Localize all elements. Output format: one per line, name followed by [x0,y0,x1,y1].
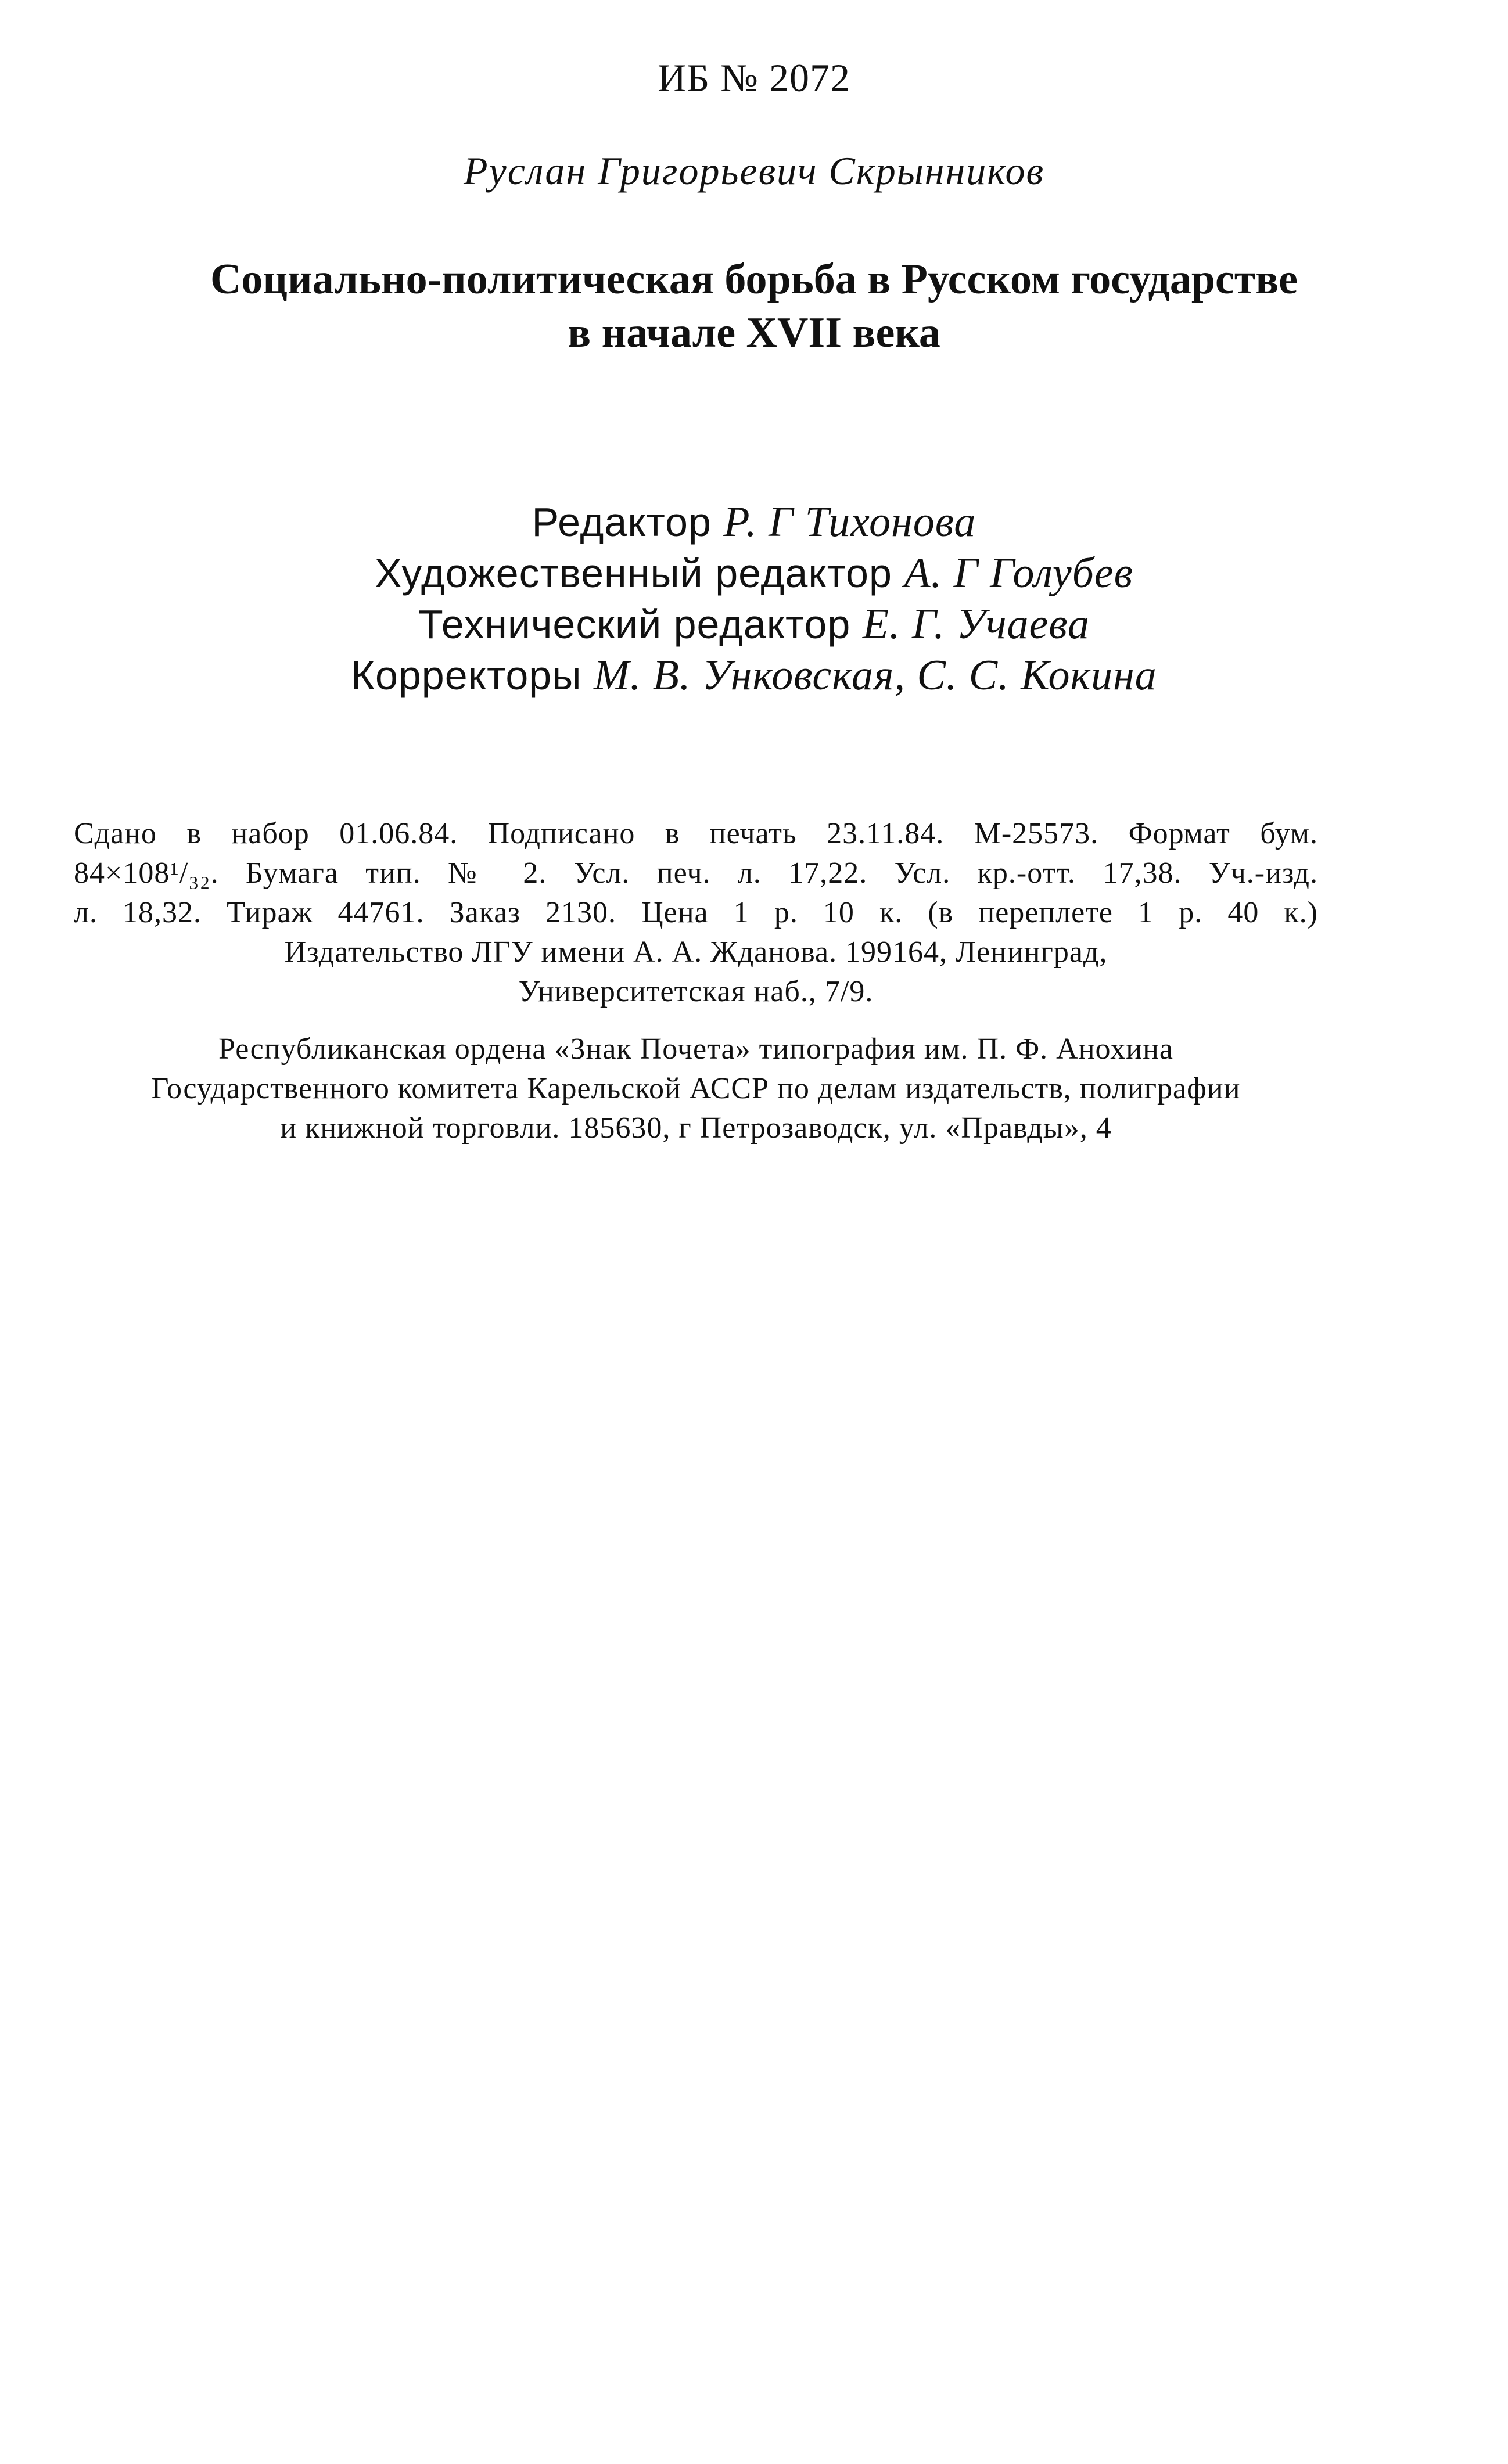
imprint-line-3: л. 18,32. Тираж 44761. Заказ 2130. Цена 1 р. 10 к. (в переплете 1 р. 40 к.) [74,896,1318,929]
credit-proofreaders [58,650,1450,701]
ib-number: ИБ № 2072 [657,56,851,100]
printer-line-3: и книжной торговли. 185630, г Петрозаводск, ул. «Правды», 4 [280,1112,1112,1145]
credit-role: Корректоры [351,653,582,698]
credit-art-editor [58,548,1450,599]
credit-editor [58,497,1450,548]
imprint-block [74,814,1318,1012]
credit-person: Р. Г Тихонова [723,498,976,546]
credit-technical-editor [58,599,1450,650]
book-title [58,253,1450,359]
imprint-line-4: Издательство ЛГУ имени А. А. Жданова. 199164, Ленинград, [284,936,1108,969]
credit-person: М. В. Унковская, С. С. Кокина [593,652,1157,699]
imprint-line-5: Университетская наб., 7/9. [518,975,874,1008]
editorial-credits [58,497,1450,701]
imprint-line-2: 84×108¹/₃₂. Бумага тип. № 2. Усл. печ. л. 17,22. Усл. кр.-отт. 17,38. Уч.-изд. [74,857,1318,890]
credit-person: Е. Г. Учаева [862,600,1090,648]
credit-person: А. Г Голубев [904,549,1133,597]
author-name: Руслан Григорьевич Скрынников [464,149,1044,193]
imprint-line-1: Сдано в набор 01.06.84. Подписано в печать 23.11.84. М-25573. Формат бум. [74,817,1318,850]
credit-role: Художественный редактор [375,551,892,596]
printer-line-1: Республиканская ордена «Знак Почета» типография им. П. Ф. Анохина [218,1033,1173,1066]
book-title-line-1: Социально-политическая борьба в Русском государстве [210,256,1298,303]
credit-role: Технический редактор [418,602,851,647]
printer-line-2: Государственного комитета Карельской АССР по делам издательств, полиграфии [151,1072,1241,1105]
credit-role: Редактор [532,499,712,545]
printer-block [74,1030,1318,1148]
book-title-line-2: в начале XVII века [568,309,940,357]
